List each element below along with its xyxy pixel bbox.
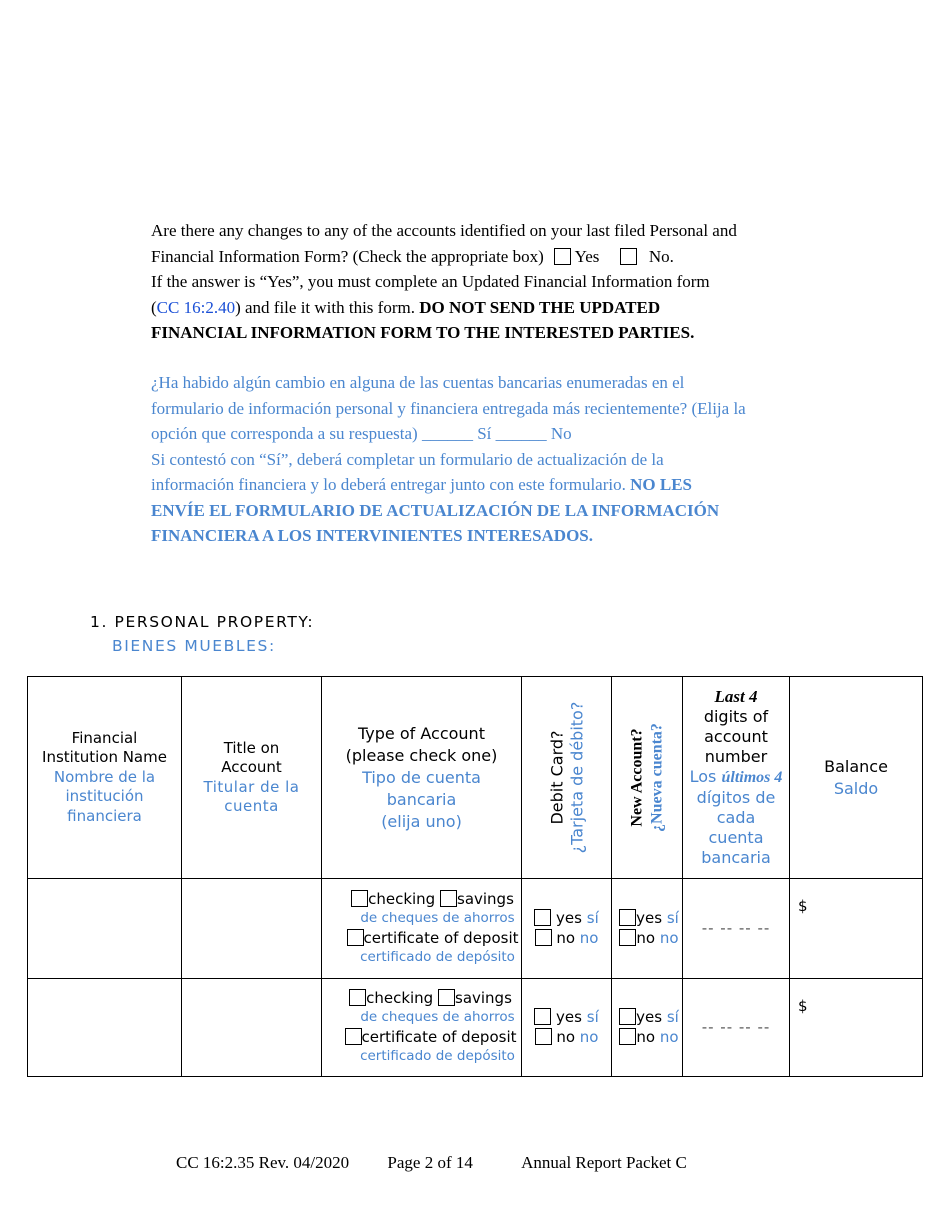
header-title: Title on Account Titular de la cuenta <box>182 677 322 879</box>
table-row <box>28 879 923 979</box>
savings-label: savings <box>455 988 512 1007</box>
balance-cell[interactable]: $ <box>790 879 923 979</box>
question-es-line-3: opción que corresponda a su respuesta) ______ Sí ______ No <box>151 424 572 443</box>
institution-name-cell[interactable] <box>28 979 182 1077</box>
footer-packet: Annual Report Packet C <box>521 1153 687 1172</box>
checking-label: checking <box>366 988 434 1007</box>
new-no-checkbox[interactable] <box>619 929 636 946</box>
question-es-line-5: información financiera y lo deberá entregar junto con este formulario. NO LES <box>151 475 692 494</box>
question-line-1: Are there any changes to any of the accounts identified on your last filed Personal and <box>151 221 737 240</box>
debit-yes-checkbox[interactable] <box>534 1008 551 1025</box>
warning-text-2: FINANCIAL INFORMATION FORM TO THE INTERESTED PARTIES. <box>151 323 695 342</box>
cd-label: certificate of deposit <box>361 1027 517 1046</box>
checking-label: checking <box>368 889 436 908</box>
question-english <box>151 218 831 346</box>
footer-form-id: CC 16:2.35 Rev. 04/2020 <box>176 1153 350 1172</box>
account-title-cell[interactable] <box>182 979 322 1077</box>
checking-savings-es: de cheques de ahorros <box>360 1009 515 1025</box>
page-footer <box>176 1153 687 1173</box>
question-spanish <box>151 370 831 549</box>
debit-no-checkbox[interactable] <box>535 929 552 946</box>
new-account-cell: yes sí no no <box>612 979 683 1077</box>
warning-es-3: FINANCIERA A LOS INTERVINIENTES INTERESADOS. <box>151 526 593 545</box>
warning-es-1: NO LES <box>630 475 692 494</box>
footer-page-number: Page 2 of 14 <box>387 1153 473 1172</box>
cd-label-es: certificado de depósito <box>360 949 515 965</box>
cd-checkbox[interactable] <box>347 929 364 946</box>
question-line-2: Financial Information Form? (Check the appropriate box) Yes No. <box>151 246 674 266</box>
section-title-en: PERSONAL PROPERTY: <box>114 613 315 631</box>
cd-checkbox[interactable] <box>345 1028 362 1045</box>
question-line-5 <box>151 320 831 346</box>
changes-yes-label: Yes <box>574 246 600 266</box>
header-institution: Financial Institution Name Nombre de la institución financiera <box>28 677 182 879</box>
changes-no-label: No. <box>648 246 674 266</box>
header-debit-card: Debit Card? ¿Tarjeta de débito? <box>522 677 612 879</box>
warning-text-1: DO NOT SEND THE UPDATED <box>419 297 661 317</box>
header-account-type: Type of Account (please check one) Tipo de cuenta bancaria (elija uno) <box>322 677 522 879</box>
question-es-line-6 <box>151 498 831 524</box>
debit-card-cell: yes sí no no <box>522 979 612 1077</box>
last-four-cell[interactable]: -- -- -- -- <box>683 979 790 1077</box>
new-yes-checkbox[interactable] <box>619 1008 636 1025</box>
balance-cell[interactable]: $ <box>790 979 923 1077</box>
section-number: 1. <box>90 613 108 631</box>
warning-es-2: ENVÍE EL FORMULARIO DE ACTUALIZACIÓN DE LA INFORMACIÓN <box>151 500 720 520</box>
last-four-cell[interactable]: -- -- -- -- <box>683 879 790 979</box>
section-heading <box>90 610 314 658</box>
question-es-line-1: ¿Ha habido algún cambio en alguna de las cuentas bancarias enumeradas en el <box>151 373 685 392</box>
header-balance: Balance Saldo <box>790 677 923 879</box>
account-type-cell <box>322 879 522 979</box>
checking-checkbox[interactable] <box>351 890 368 907</box>
debit-yes-checkbox[interactable] <box>534 909 551 926</box>
changes-yes-checkbox[interactable] <box>554 248 571 265</box>
table-row <box>28 979 923 1077</box>
checking-savings-es: de cheques de ahorros <box>360 910 515 926</box>
cd-label-es: certificado de depósito <box>360 1048 515 1064</box>
account-title-cell[interactable] <box>182 879 322 979</box>
changes-no-checkbox[interactable] <box>620 248 637 265</box>
new-no-checkbox[interactable] <box>619 1028 636 1045</box>
new-yes-checkbox[interactable] <box>619 909 636 926</box>
institution-name-cell[interactable] <box>28 879 182 979</box>
question-line-3: If the answer is “Yes”, you must complete an Updated Financial Information form <box>151 272 710 291</box>
savings-label: savings <box>457 889 514 908</box>
savings-checkbox[interactable] <box>438 989 455 1006</box>
checking-checkbox[interactable] <box>349 989 366 1006</box>
new-account-cell: yes sí no no <box>612 879 683 979</box>
question-es-line-7 <box>151 523 831 549</box>
header-last-four: Last 4 digits of account number Los últimos 4 dígitos de cada cuenta bancaria <box>683 677 790 879</box>
account-type-cell <box>322 979 522 1077</box>
savings-checkbox[interactable] <box>440 890 457 907</box>
debit-no-checkbox[interactable] <box>535 1028 552 1045</box>
personal-property-table <box>27 676 923 1077</box>
question-es-line-2: formulario de información personal y financiera entregada más recientemente? (Elija la <box>151 398 746 418</box>
question-es-line-4: Si contestó con “Sí”, deberá completar un formulario de actualización de la <box>151 449 664 469</box>
cd-label: certificate of deposit <box>363 928 519 947</box>
table-header-row <box>28 677 923 879</box>
section-title-es: BIENES MUEBLES: <box>112 637 276 655</box>
header-new-account: New Account? ¿Nueva cuenta? <box>612 677 683 879</box>
question-line-4: (CC 16:2.40) and file it with this form. DO NOT SEND THE UPDATED <box>151 297 661 317</box>
updated-form-link[interactable]: CC 16:2.40 <box>156 297 236 317</box>
debit-card-cell: yes sí no no <box>522 879 612 979</box>
